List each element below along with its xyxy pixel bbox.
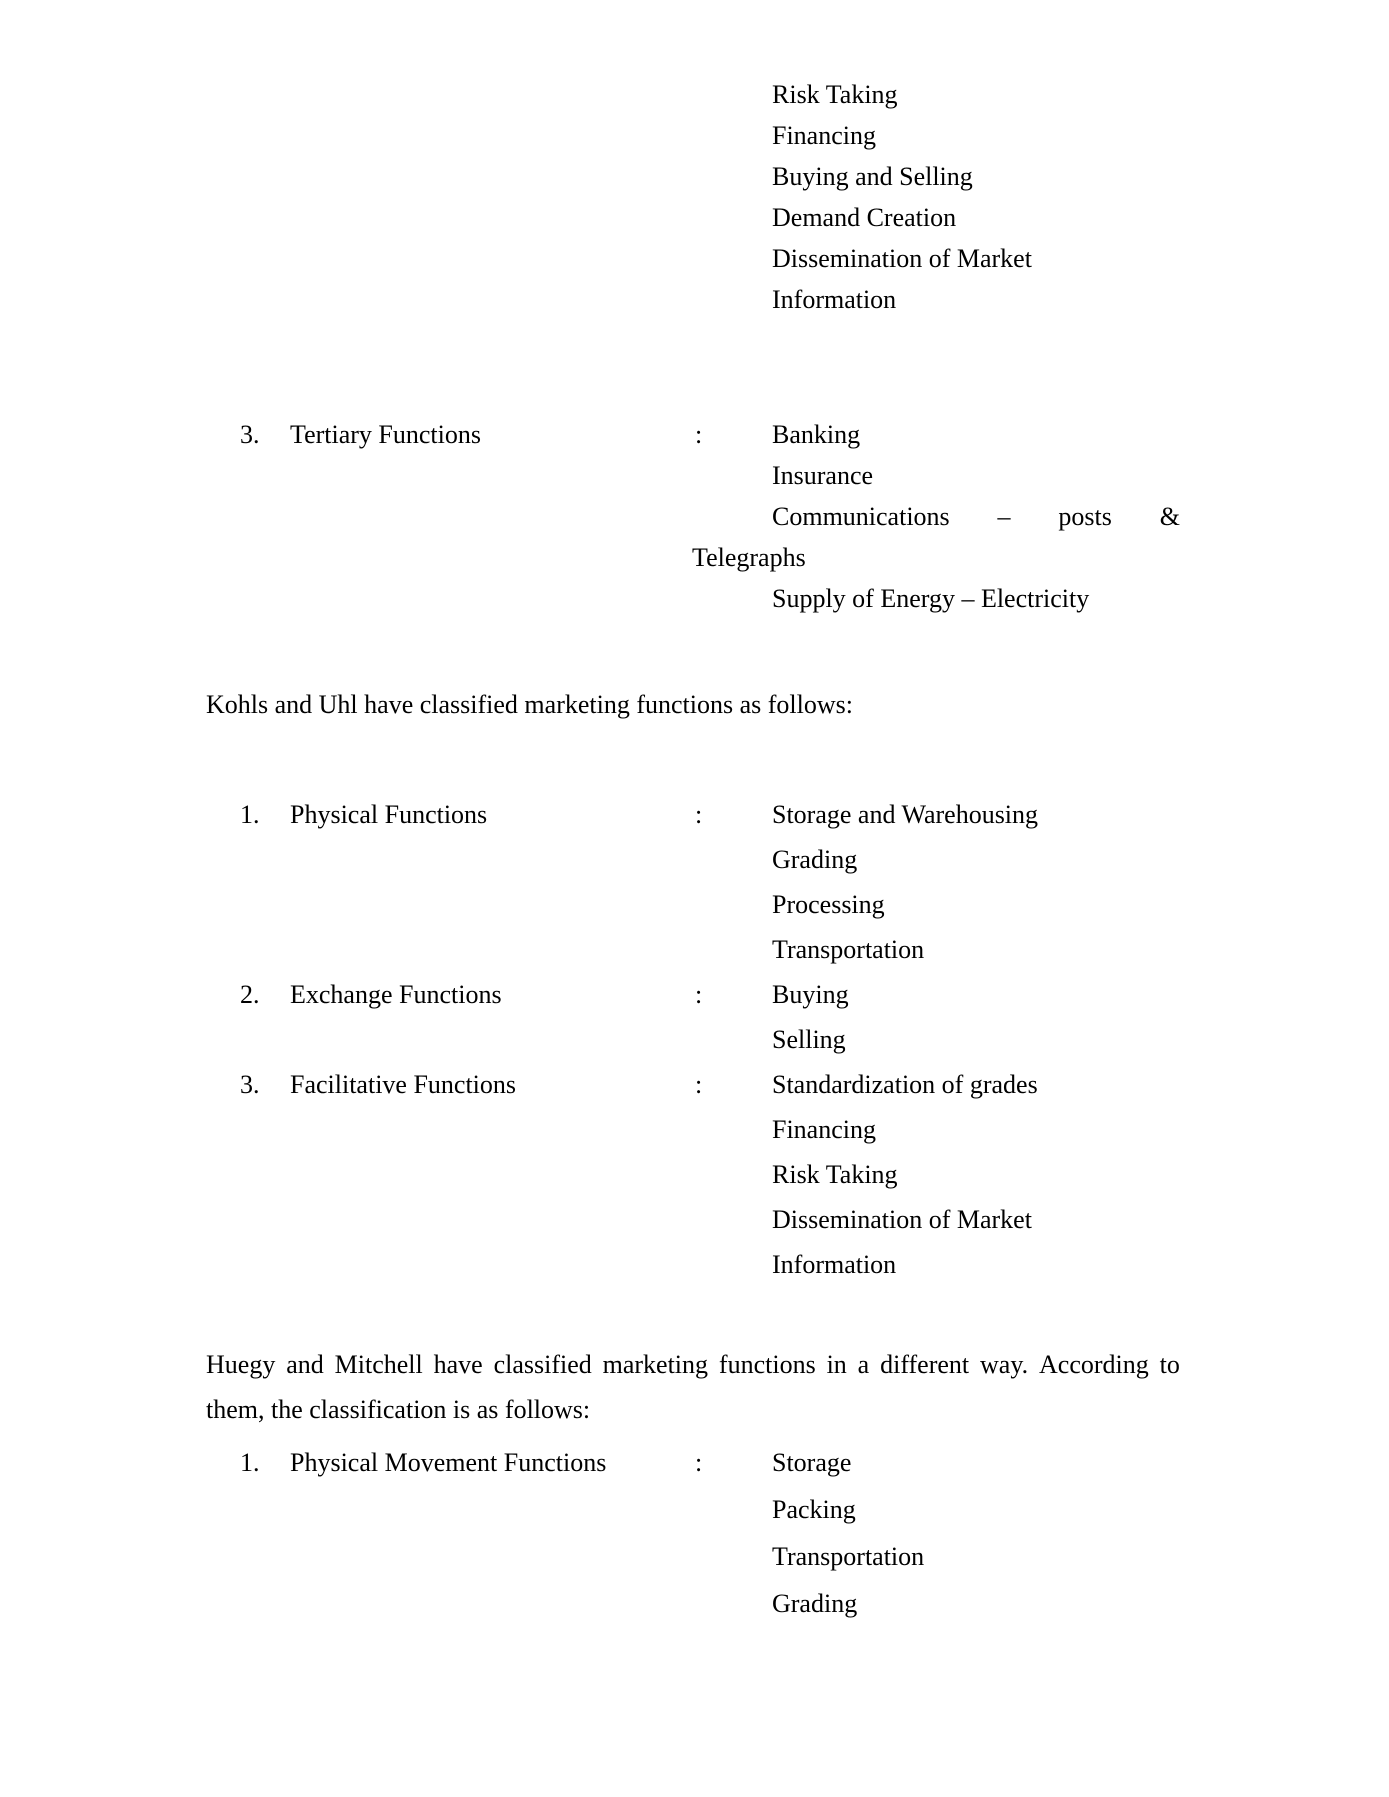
word: in	[826, 1350, 847, 1379]
word: a	[857, 1350, 870, 1379]
text-line	[0, 582, 1389, 616]
text-line	[0, 1248, 1389, 1282]
text-line	[0, 459, 1389, 493]
text-line	[0, 888, 1389, 922]
list-item-row	[0, 798, 1389, 832]
function-value: Storage and Warehousing	[772, 800, 1039, 829]
paragraph-line	[0, 688, 1389, 722]
wrapped-word: Telegraphs	[692, 543, 806, 572]
text-line	[0, 933, 1389, 967]
text-line	[0, 1203, 1389, 1237]
function-value: Storage	[772, 1448, 852, 1477]
colon-separator: :	[695, 420, 703, 449]
function-value: Financing	[772, 1115, 876, 1144]
list-number: 3.	[240, 420, 260, 449]
list-number: 1.	[240, 800, 260, 829]
list-label: Physical Movement Functions	[290, 1448, 607, 1477]
list-label: Facilitative Functions	[290, 1070, 517, 1099]
text-line	[0, 119, 1389, 153]
text-line	[0, 283, 1389, 317]
word: Mitchell	[334, 1350, 423, 1379]
text-line	[0, 1023, 1389, 1057]
word: functions	[718, 1350, 816, 1379]
function-value: Standardization of grades	[772, 1070, 1038, 1099]
function-value: Insurance	[772, 461, 874, 490]
list-number: 1.	[240, 1448, 260, 1477]
function-value: Dissemination of Market	[772, 1205, 1032, 1234]
word: marketing	[602, 1350, 709, 1379]
function-value: Financing	[772, 121, 876, 150]
paragraph-text: them, the classification is as follows:	[206, 1395, 591, 1424]
word: have	[433, 1350, 483, 1379]
word: different	[880, 1350, 970, 1379]
text-line	[0, 1587, 1389, 1621]
list-item-row	[0, 418, 1389, 452]
function-value: Selling	[772, 1025, 846, 1054]
function-value: Demand Creation	[772, 203, 957, 232]
list-label: Tertiary Functions	[290, 420, 481, 449]
word: way.	[980, 1350, 1029, 1379]
word: According	[1039, 1350, 1149, 1379]
text-line	[0, 201, 1389, 235]
word: &	[1159, 502, 1180, 531]
list-label: Exchange Functions	[290, 980, 502, 1009]
function-value: Information	[772, 1250, 897, 1279]
colon-separator: :	[695, 1070, 703, 1099]
text-line	[0, 1540, 1389, 1574]
paragraph-text: Kohls and Uhl have classified marketing functions as follows:	[206, 690, 853, 719]
list-item-row	[0, 1446, 1389, 1480]
text-line	[0, 78, 1389, 112]
function-value: Buying and Selling	[772, 162, 973, 191]
text-line	[0, 242, 1389, 276]
text-line	[0, 1158, 1389, 1192]
list-number: 2.	[240, 980, 260, 1009]
text-line	[0, 160, 1389, 194]
function-value: Grading	[772, 845, 858, 874]
function-value: Risk Taking	[772, 80, 898, 109]
function-value: Buying	[772, 980, 849, 1009]
text-line	[0, 1493, 1389, 1527]
justified-line	[772, 500, 1180, 534]
function-value: Supply of Energy – Electricity	[772, 584, 1090, 613]
function-value: Transportation	[772, 1542, 925, 1571]
word: Huegy	[206, 1350, 276, 1379]
text-line	[0, 843, 1389, 877]
function-value: Transportation	[772, 935, 925, 964]
function-value: Packing	[772, 1495, 856, 1524]
list-item-row	[0, 978, 1389, 1012]
word: posts	[1058, 502, 1112, 531]
colon-separator: :	[695, 1448, 703, 1477]
function-value: Dissemination of Market	[772, 244, 1032, 273]
word: and	[286, 1350, 324, 1379]
function-value: Processing	[772, 890, 885, 919]
function-value: Information	[772, 285, 897, 314]
word: Communications	[772, 502, 950, 531]
justified-paragraph-line	[206, 1348, 1180, 1382]
list-label: Physical Functions	[290, 800, 488, 829]
word: to	[1159, 1350, 1180, 1379]
function-value: Grading	[772, 1589, 858, 1618]
colon-separator: :	[695, 980, 703, 1009]
paragraph-line	[0, 1393, 1389, 1427]
word: –	[997, 502, 1011, 531]
word: classified	[493, 1350, 592, 1379]
text-line	[0, 541, 1389, 575]
text-line	[0, 1113, 1389, 1147]
function-value: Banking	[772, 420, 861, 449]
list-number: 3.	[240, 1070, 260, 1099]
list-item-row	[0, 1068, 1389, 1102]
colon-separator: :	[695, 800, 703, 829]
function-value: Risk Taking	[772, 1160, 898, 1189]
